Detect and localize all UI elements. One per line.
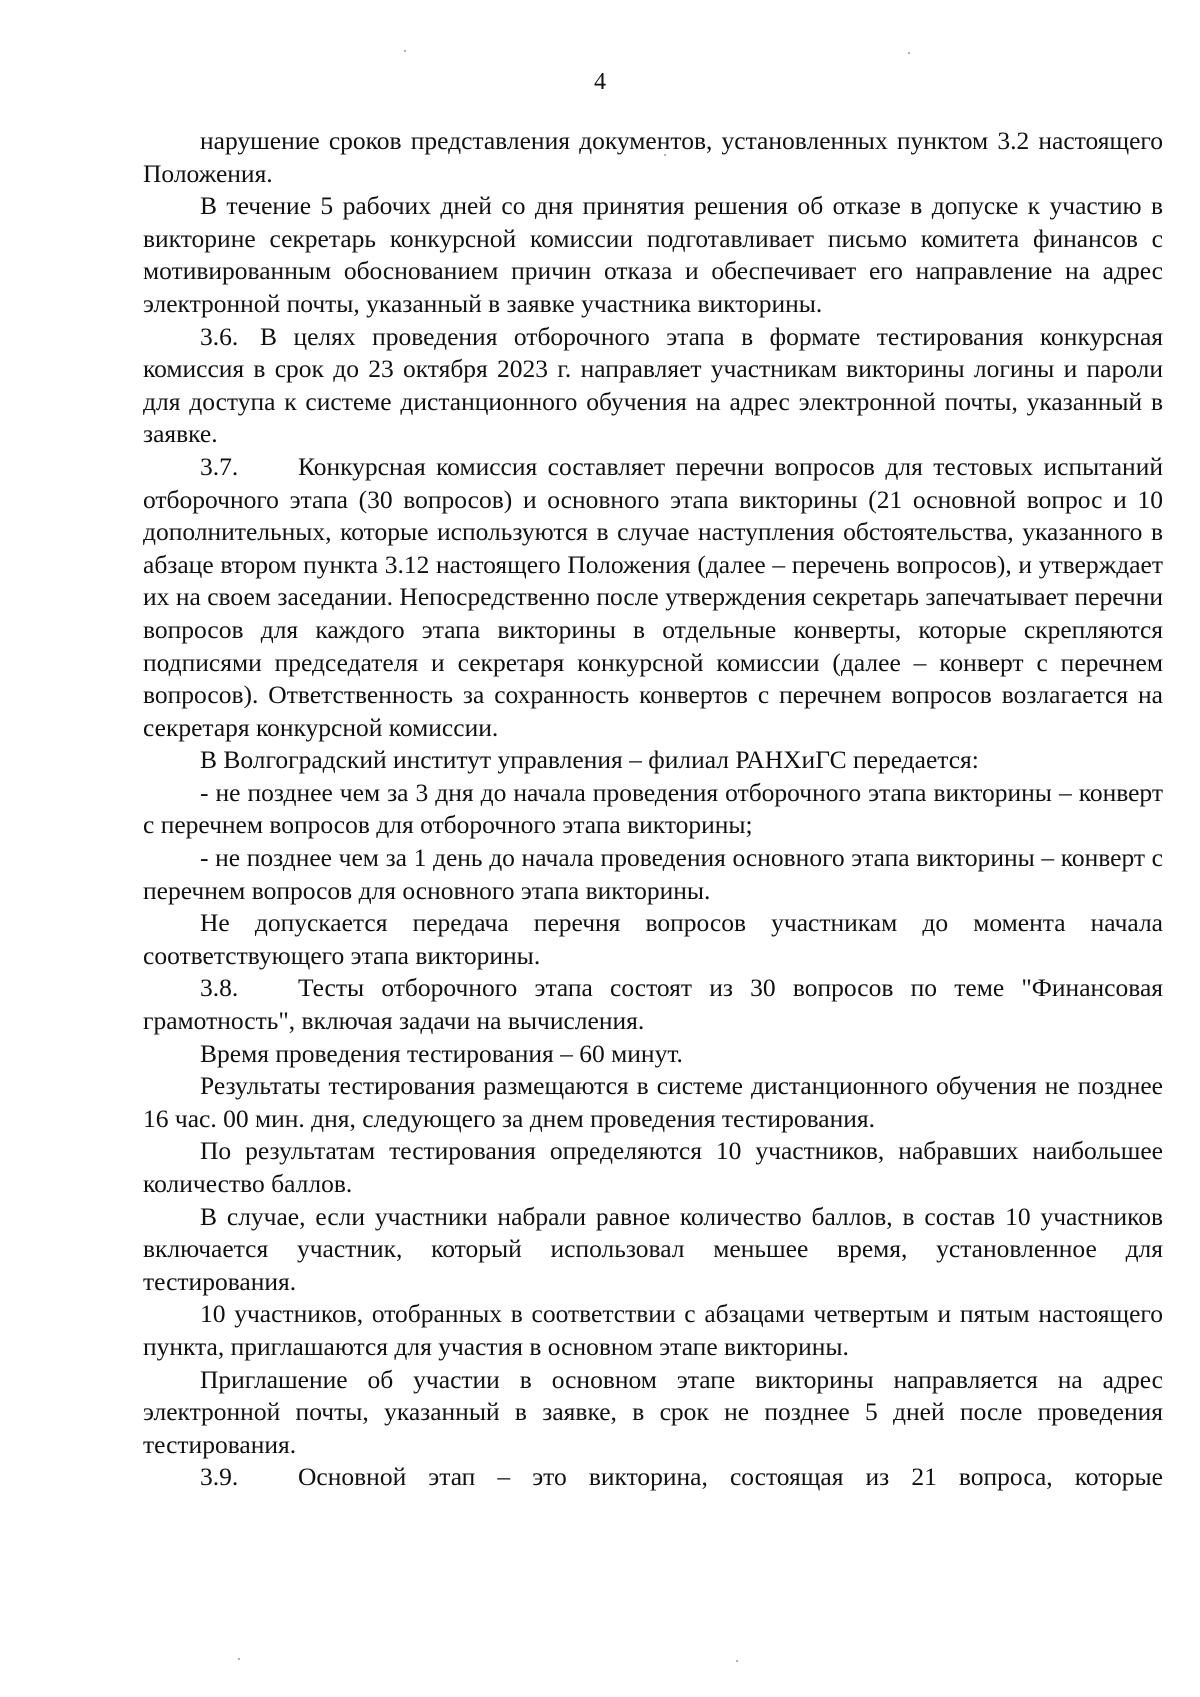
paragraph-invitation: 10 участников, отобранных в соответствии с абзацами четвертым и пятым настоящего пункта, приглашаются для участия в основном этапе викторины. — [143, 1299, 1163, 1361]
clause-text: В целях проведения отборочного этапа в формате тестирования конкурсная комиссия в срок до 23 октября 2023 г. направляет участникам викторины логины и пароли для доступа к системе дистанционного обучения на адрес электронной почты, указанный в заявке. — [143, 321, 1163, 449]
clause-text: Основной этап – это викторина, состоящая из 21 вопроса, которые — [298, 1462, 1163, 1492]
document-body — [143, 125, 1163, 1494]
scan-speck — [908, 52, 910, 54]
paragraph-refusal-letter: В течение 5 рабочих дней со дня принятия решения об отказе в допуске к участию в викторине секретарь конкурсной комиссии подготавливает письмо комитета финансов с мотивированным обоснованием причин отказа и обеспечивает его направление на адрес электронной почты, указанный в заявке участника викторины. — [143, 191, 1163, 318]
clause-3-8 — [143, 972, 1163, 1037]
clause-number: 3.7. — [200, 451, 239, 481]
paragraph-continuation: нарушение сроков представления документов, установленных пунктом 3.2 настоящего Положения. — [143, 126, 1163, 188]
clause-3-6 — [143, 321, 1163, 451]
paragraph-test-duration: Время проведения тестирования – 60 минут. — [200, 1038, 683, 1068]
clause-3-9 — [143, 1461, 1163, 1494]
clause-number: 3.8. — [200, 973, 239, 1003]
scan-speck — [404, 50, 406, 52]
paragraph-top-ten: По результатам тестирования определяются 10 участников, набравших наибольшее количество баллов. — [143, 1136, 1163, 1198]
page-number: 4 — [594, 69, 606, 95]
list-item-selection-envelope: - не позднее чем за 3 дня до начала проведения отборочного этапа викторины – конверт с перечнем вопросов для отборочного этапа викторины; — [143, 777, 1163, 840]
paragraph-tie-break: В случае, если участники набрали равное количество баллов, в состав 10 участников включается участник, который использовал меньшее время, установленное для тестирования. — [143, 1201, 1163, 1296]
paragraph-no-transfer: Не допускается передача перечня вопросов участникам до момента начала соответствующего этапа викторины. — [143, 908, 1163, 970]
paragraph-transfer-intro: В Волгоградский институт управления – филиал РАНХиГС передается: — [200, 745, 979, 775]
scan-speck — [238, 1658, 240, 1660]
clause-number: 3.6. — [200, 321, 239, 351]
clause-text: Тесты отборочного этапа состоят из 30 вопросов по теме "Финансовая грамотность", включая задачи на вычисления. — [143, 973, 1163, 1036]
scan-speck — [736, 1660, 738, 1662]
paragraph-test-results: Результаты тестирования размещаются в системе дистанционного обучения не позднее 16 час. 00 мин. дня, следующего за днем проведения тестирования. — [143, 1071, 1163, 1133]
clause-number: 3.9. — [200, 1462, 239, 1492]
paragraph-invitation-deadline: Приглашение об участии в основном этапе викторины направляется на адрес электронной почты, указанный в заявке, в срок не позднее 5 дней после проведения тестирования. — [143, 1364, 1163, 1459]
clause-text: Конкурсная комиссия составляет перечни вопросов для тестовых испытаний отборочного этапа (30 вопросов) и основного этапа викторины (21 основной вопрос и 10 дополнительных, которые используются в случае наступления обстоятельства, указанного в абзаце втором пункта 3.12 настоящего Положения (далее – перечень вопросов), и утверждает их на своем заседании. Непосредственно после утверждения секретарь запечатывает перечни вопросов для каждого этапа викторины в отдельные конверты, которые скрепляются подписями председателя и секретаря конкурсной комиссии (далее – конверт с перечнем вопросов). Ответственность за сохранность конвертов с перечнем вопросов возлагается на секретаря конкурсной комиссии. — [143, 451, 1163, 742]
list-item-main-envelope: - не позднее чем за 1 день до начала проведения основного этапа викторины – конверт с перечнем вопросов для основного этапа викторины. — [143, 843, 1163, 905]
clause-3-7 — [143, 451, 1163, 744]
